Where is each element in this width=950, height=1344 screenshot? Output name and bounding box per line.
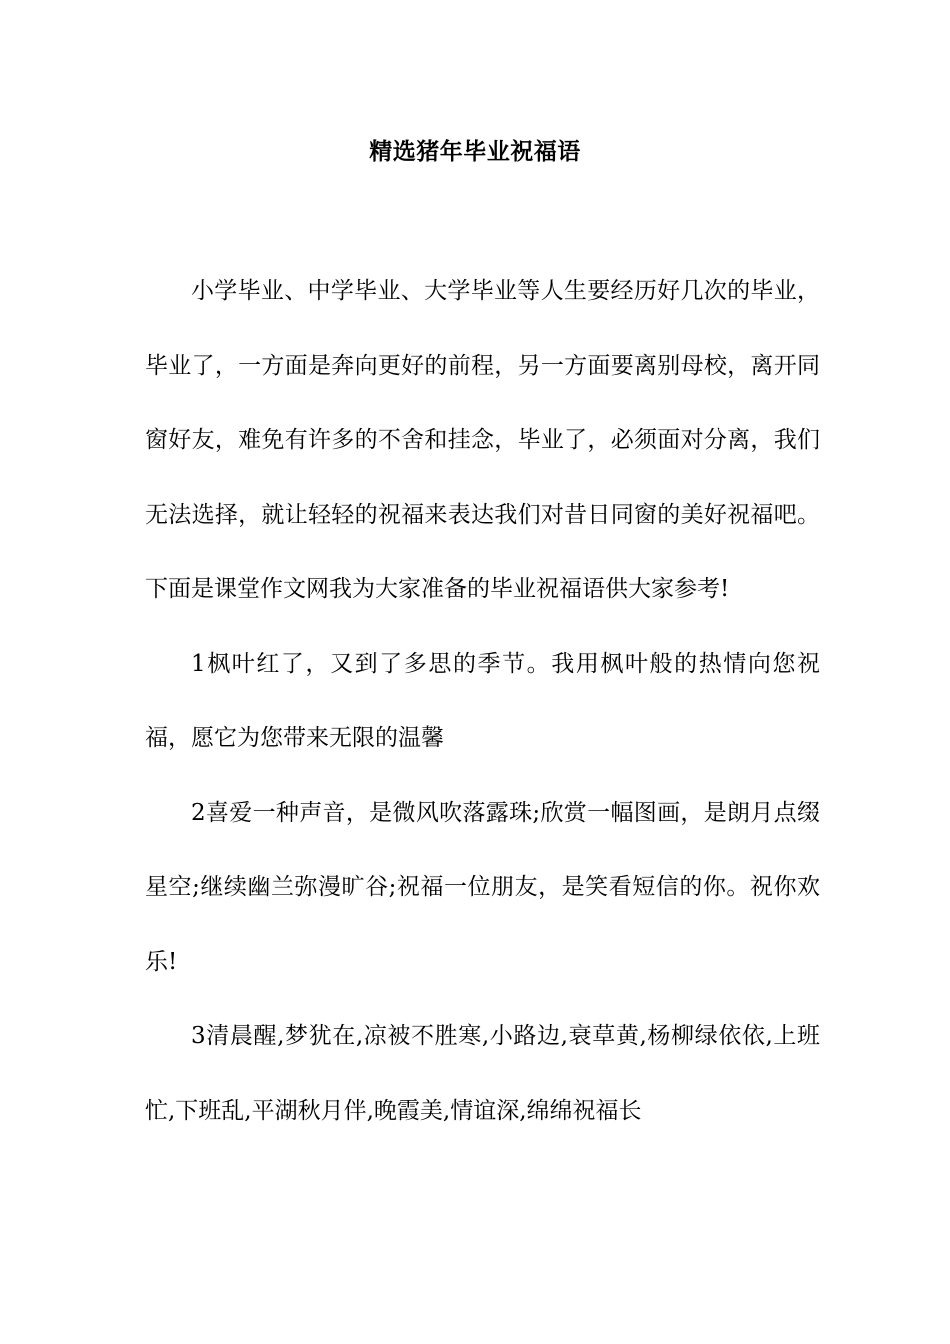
paragraph-wish-2: 2喜爱一种声音，是微风吹落露珠;欣赏一幅图画，是朗月点缀星空;继续幽兰弥漫旷谷;祝福一位朋友，是笑看短信的你。祝你欢乐! [145,799,820,975]
document-body [145,254,820,1148]
paragraph-intro: 小学毕业、中学毕业、大学毕业等人生要经历好几次的毕业，毕业了，一方面是奔向更好的前程，另一方面要离别母校，离开同窗好友，难免有许多的不舍和挂念，毕业了，必须面对分离，我们无法选择，就让轻轻的祝福来表达我们对昔日同窗的美好祝福吧。下面是课堂作文网我为大家准备的毕业祝福语供大家参考! [145,278,820,602]
paragraph-wish-1: 1枫叶红了，又到了多思的季节。我用枫叶般的热情向您祝福，愿它为您带来无限的温馨 [145,650,820,751]
paragraph-wish-3: 3清晨醒,梦犹在,凉被不胜寒,小路边,衰草黄,杨柳绿依依,上班忙,下班乱,平湖秋月伴,晚霞美,情谊深,绵绵祝福长 [145,1023,820,1124]
document-title: 精选猪年毕业祝福语 [369,139,581,165]
